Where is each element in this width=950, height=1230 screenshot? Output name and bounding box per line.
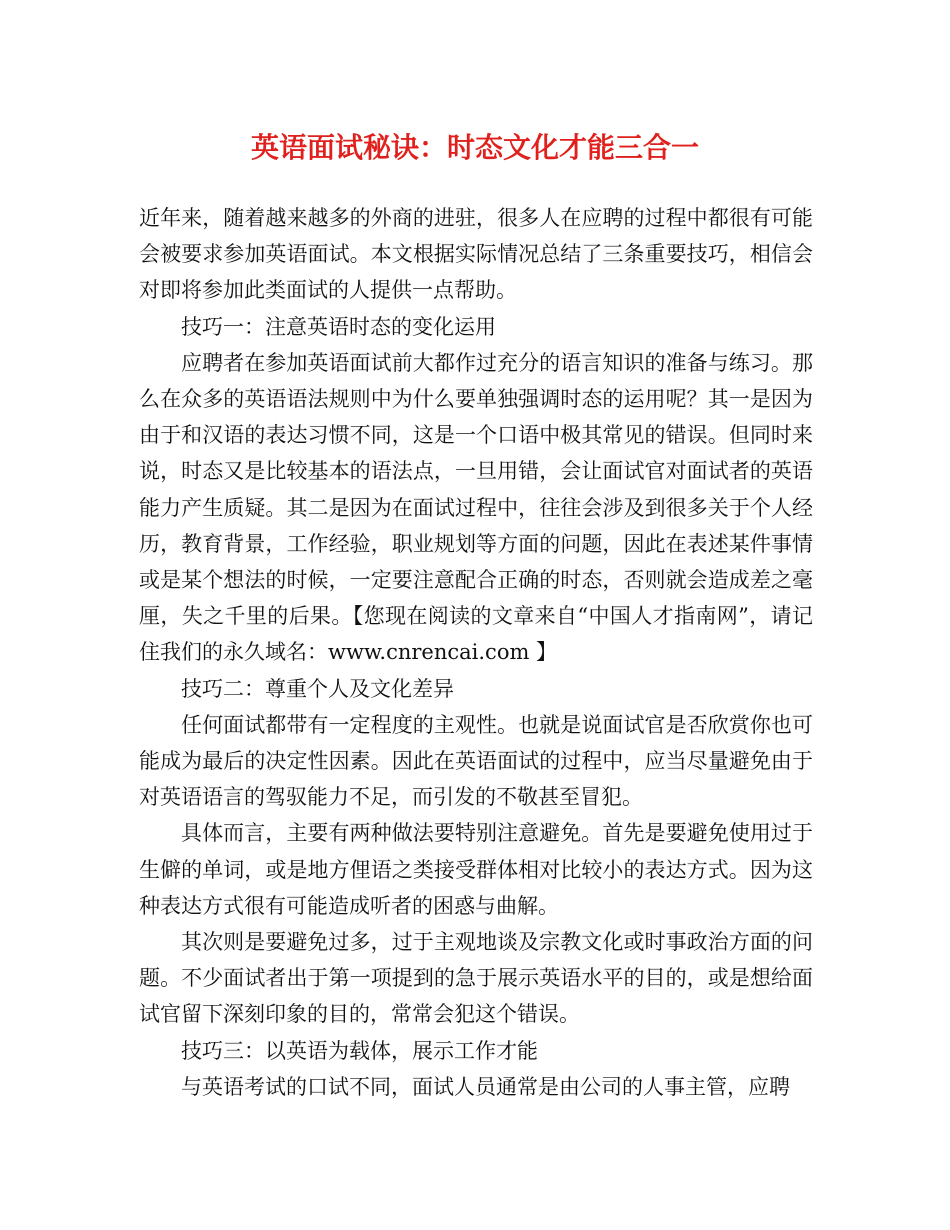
tip-two-paragraph-2: 具体而言，主要有两种做法要特别注意避免。首先是要避免使用过于生僻的单词，或是地方俚语之类接受群体相对比较小的表达方式。因为这种表达方式很有可能造成听者的困惑与曲解。 [139, 821, 813, 918]
intro-paragraph: 近年来，随着越来越多的外商的进驻，很多人在应聘的过程中都很有可能会被要求参加英语面试。本文根据实际情况总结了三条重要技巧，相信会对即将参加此类面试的人提供一点帮助。 [139, 206, 813, 303]
tip-three-heading: 技巧三：以英语为载体，展示工作才能 [181, 1038, 538, 1063]
document-body [139, 200, 813, 1105]
tip-two-heading: 技巧二：尊重个人及文化差异 [181, 676, 454, 701]
tip-two-paragraph-1: 任何面试都带有一定程度的主观性。也就是说面试官是否欣赏你也可能成为最后的决定性因素。因此在英语面试的过程中，应当尽量避免由于对英语语言的驾驭能力不足，而引发的不敬甚至冒犯。 [139, 712, 813, 810]
tip-one-heading: 技巧一：注意英语时态的变化运用 [181, 314, 496, 339]
tip-two-paragraph-3: 其次则是要避免过多，过于主观地谈及宗教文化或时事政治方面的问题。不少面试者出于第一项提到的急于展示英语水平的目的，或是想给面试官留下深刻印象的目的，常常会犯这个错误。 [139, 930, 813, 1027]
tip-three-paragraph: 与英语考试的口试不同，面试人员通常是由公司的人事主管，应聘 [181, 1074, 790, 1099]
document-title: 英语面试秘诀：时态文化才能三合一 [250, 131, 699, 164]
tip-one-paragraph: 应聘者在参加英语面试前大都作过充分的语言知识的准备与练习。那么在众多的英语语法规则中为什么要单独强调时态的运用呢？其一是因为由于和汉语的表达习惯不同，这是一个口语中极其常见的错误。但同时来说，时态又是比较基本的语法点，一旦用错，会让面试官对面试者的英语能力产生质疑。其二是因为在面试过程中，往往会涉及到很多关于个人经历，教育背景，工作经验，职业规划等方面的问题，因此在表述某件事情或是某个想法的时候，一定要注意配合正确的时态，否则就会造成差之毫厘，失之千里的后果。【您现在阅读的文章来自“中国人才指南网”，请记住我们的永久域名：www.cnrencai.com 】 [139, 350, 813, 665]
